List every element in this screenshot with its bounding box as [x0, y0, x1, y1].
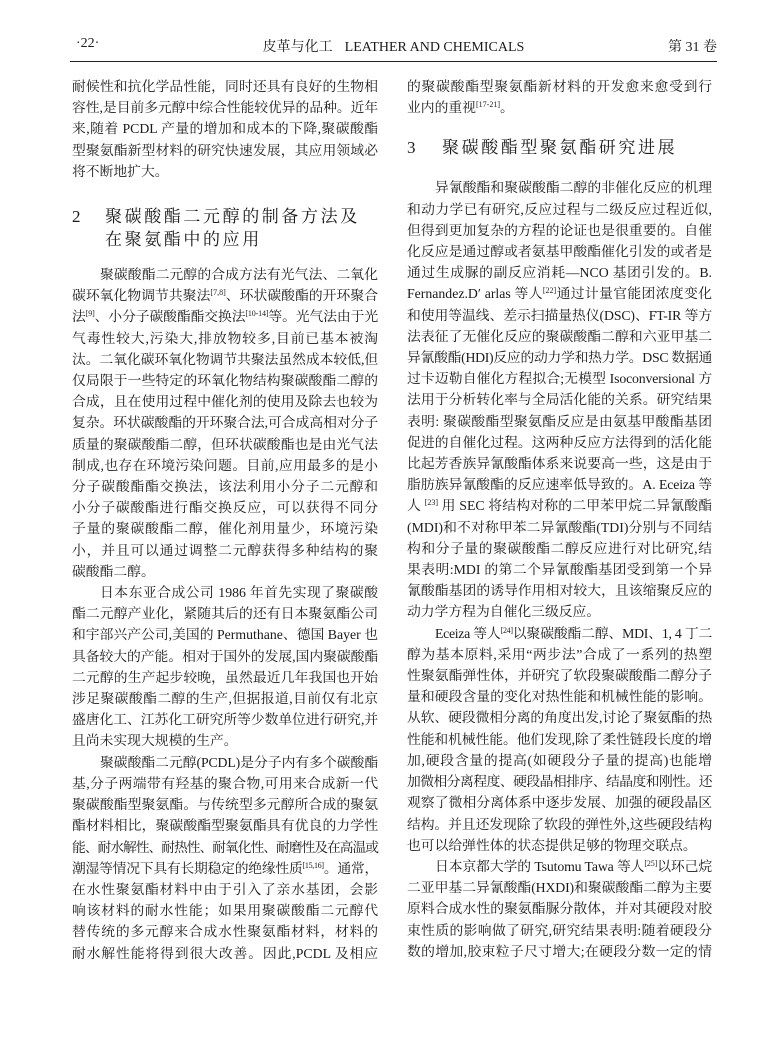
text-line: 比起芳香族异氰酸酯体系来说要高一些，这是由于: [407, 456, 712, 472]
text-line: 碳环氧化物调节共聚法[7,8]、环状碳酸酯的开环聚合: [72, 288, 379, 304]
right-column: [407, 76, 712, 962]
citation-ref: [25]: [644, 858, 658, 868]
text-line: 涉足聚碳酸酯二醇的生产,但据报道,目前仅有北京: [72, 691, 378, 707]
text-line: 数的增加,胶束粒子尺寸增大;在硬段分数一定的情: [407, 943, 712, 959]
paragraph: [407, 856, 712, 962]
text-line: 日本京都大学的 Tsutomu Tawa 等人[25]以环己烷: [435, 858, 712, 874]
text-line: 量和硬段含量的变化对热性能和机械性能的影响。: [407, 689, 712, 705]
text-line: 潮湿等情况下具有长期稳定的绝缘性质[15,16]。通常，: [72, 860, 378, 876]
text-line: 过卡迈勒自催化方程拟合;无模型 Isoconversional 方: [407, 371, 712, 387]
text-line: 异氰酸酯(HDI)反应的动力学和热力学。DSC 数据通: [407, 350, 712, 366]
text-line: 构和分子量的聚碳酸酯二醇反应进行对比研究,结: [407, 540, 712, 556]
text-line: 业内的重视[17-21]。: [407, 100, 514, 116]
text-line: 加微相分离程度、硬段晶相排序、结晶度和刚性。还: [407, 774, 712, 790]
text-line: 人 [23] 用 SEC 将结构对称的二甲苯甲烷二异氰酸酯: [407, 498, 712, 514]
paragraph: [407, 76, 712, 118]
text-line: Fernandez.D′ arlas 等人[22]通过计量官能团浓度变化: [407, 286, 712, 302]
text-line: 响该材料的耐水性能；如果用聚碳酸酯二元醇代: [72, 903, 378, 919]
text-line: 将不断地扩大。: [72, 163, 169, 179]
text-line: 能、耐水解性、耐热性、耐氧化性、耐磨性及在高温或: [72, 839, 378, 855]
citation-ref: [22]: [542, 286, 557, 296]
text-line: 果表明:MDI 的第二个异氰酸酯基团受到第一个异: [407, 562, 712, 578]
text-line: 分子碳酸酯酯交换法，该法利用小分子二元醇和: [72, 479, 378, 495]
text-line: 复杂。环状碳酸酯的开环聚合法,可合成高相对分子: [72, 415, 378, 431]
paragraph: [72, 76, 378, 182]
text-line: 且尚未实现大规模的生产。: [72, 733, 238, 749]
text-line: 耐水解性能将得到很大改善。因此,PCDL 及相应: [72, 945, 378, 961]
text-line: 也可以给弹性体的状态提供足够的物理交联点。: [407, 837, 697, 853]
text-line: 观察了微相分离体系中逐步发展、加强的硬段晶区: [407, 795, 712, 811]
text-line: 束性质的影响做了研究,研究结果表明:随着硬段分: [407, 922, 712, 938]
text-line: 小分子碳酸酯进行酯交换反应，可以获得不同分: [72, 500, 378, 516]
text-line: 加,硬段含量的提高(如硬段分子量的提高)也能增: [407, 752, 712, 768]
text-line: 促进的自催化过程。这两种反应方法得到的活化能: [407, 434, 712, 450]
paragraph: [72, 752, 378, 964]
text-line: 小，并且可以通过调整二元醇获得多种结构的聚: [72, 542, 378, 558]
text-line: 制成,也存在环境污染问题。目前,应用最多的是小: [72, 457, 378, 473]
text-line: 和使用等温线、差示扫描量热仪(DSC)、FT-IR 等方: [407, 307, 712, 323]
text-line: 二亚甲基二异氰酸酯(HXDI)和聚碳酸酯二醇为主要: [407, 880, 712, 896]
citation-ref: [7,8]: [210, 288, 226, 298]
text-line: 法表征了无催化反应的聚碳酸酯二醇和六亚甲基二: [407, 328, 712, 344]
text-line: 的聚碳酸酯型聚氨酯新材料的开发愈来愈受到行: [407, 79, 712, 94]
section-number: 2: [72, 207, 81, 227]
text-line: 汰。二氧化碳环氧化物调节共聚法虽然成本较低,但: [72, 351, 378, 367]
text-line: 容性,是目前多元醇中综合性能较优异的品种。近年: [72, 100, 378, 116]
text-line: 酯二元醇产业化，紧随其后的还有日本聚氨酯公司: [72, 606, 378, 622]
text-line: 合成，且在使用过程中催化剂的使用及除去也较为: [72, 394, 378, 410]
text-line: 动力学方程为自催化三级反应。: [407, 604, 601, 620]
paragraph: [72, 582, 378, 752]
text-line: 氰酸酯基团的诱导作用相对较大，且该缩聚反应的: [407, 583, 712, 599]
text-line: 聚碳酸酯二元醇(PCDL)是分子内有多个碳酸酯: [100, 754, 378, 770]
text-line: 性聚氨酯弹性体，并研究了软段聚碳酸酯二醇分子: [407, 668, 712, 684]
section-title-line: 在聚氨酯中的应用: [105, 230, 262, 250]
text-line: 基,分子两端带有羟基的聚合物,可用来合成新一代: [72, 775, 378, 791]
section-heading: [72, 205, 378, 251]
citation-ref: [10-14]: [245, 309, 269, 319]
volume-label: 第 31 卷: [668, 40, 717, 55]
text-line: 二元醇的生产起步较晚，虽然最近几年我国也开始: [72, 669, 378, 685]
text-line: 原料合成水性的聚氨酯脲分散体，并对其硬段对胶: [407, 901, 712, 917]
text-line: 盛唐化工、江苏化工研究所等少数单位进行研究,并: [72, 712, 378, 728]
section-heading: [407, 136, 712, 159]
text-line: 聚碳酸酯二元醇的合成方法有光气法、二氧化: [100, 267, 378, 283]
paragraph: [407, 623, 712, 856]
text-line: 聚碳酸酯型聚氨酯。与传统型多元醇所合成的聚氨: [72, 797, 378, 813]
text-line: 质量的聚碳酸酯二醇，但环状碳酸酯也是由光气法: [72, 436, 378, 452]
text-line: 和动力学已有研究,反应过程与二级反应过程近似,: [407, 201, 712, 217]
paragraph: [407, 177, 712, 622]
text-line: 在水性聚氨酯材料中由于引入了亲水基团，会影: [72, 881, 378, 897]
journal-title-en: LEATHER AND CHEMICALS: [344, 40, 525, 55]
text-line: 化反应是通过醇或者氨基甲酸酯催化引发的或者是: [407, 244, 712, 260]
text-line: 气毒性较大,污染大,排放物较多,目前已基本被淘: [72, 330, 378, 346]
citation-ref: [24]: [500, 625, 513, 635]
text-line: 耐候性和抗化学品性能，同时还具有良好的生物相: [72, 79, 378, 94]
text-line: 子量的聚碳酸酯二醇，催化剂用量少，环境污染: [72, 521, 378, 537]
text-line: Eceiza 等人[24]以聚碳酸酯二醇、MDI、1, 4 丁二: [435, 625, 712, 641]
text-line: 结构。并且还发现除了软段的弹性外,这些硬段结构: [407, 816, 712, 832]
text-line: 仅局限于一些特定的环氧化物结构聚碳酸酯二醇的: [72, 373, 378, 389]
journal-title-cn: 皮革与化工: [262, 40, 333, 55]
text-line: 性能和机械性能。他们发现,除了柔性链段长度的增: [407, 731, 712, 747]
text-line: (MDI)和不对称甲苯二异氰酸酯(TDI)分别与不同结: [407, 519, 712, 535]
text-line: 醇为基本原料,采用“两步法”合成了一系列的热塑: [407, 646, 712, 662]
text-line: 型聚氨酯新型材料的研究快速发展，其应用领域必: [72, 142, 378, 158]
text-line: 法[9]、小分子碳酸酯酯交换法[10-14]等。光气法由于光: [72, 309, 378, 325]
journal-title: [70, 36, 717, 56]
header-rule: [70, 61, 717, 62]
left-column: [72, 76, 378, 964]
text-line: 异氰酸酯和聚碳酸酯二醇的非催化反应的机理: [435, 180, 712, 196]
citation-ref: [23]: [424, 498, 438, 508]
text-line: 替传统的多元醇来合成水性聚氨酯材料，材料的: [72, 924, 378, 940]
citation-ref: [15,16]: [302, 860, 324, 870]
text-line: 从软、硬段微相分离的角度出发,讨论了聚氨酯的热: [407, 710, 712, 726]
text-line: 碳酸酯二醇。: [72, 563, 155, 579]
text-line: 表明: 聚碳酸酯型聚氨酯反应是由氨基甲酸酯基团: [407, 413, 712, 429]
citation-ref: [9]: [85, 309, 95, 319]
text-line: 但得到更加复杂的方程的论证也是很重要的。自催: [407, 222, 712, 238]
section-title-line: 聚碳酸酯二元醇的制备方法及: [105, 207, 360, 227]
text-line: 法用于分析转化率与全局活化能的关系。研究结果: [407, 392, 712, 408]
text-line: 酯材料相比，聚碳酸酯型聚氨酯具有优良的力学性: [72, 818, 378, 834]
running-header: [70, 34, 717, 56]
paragraph: [72, 264, 378, 582]
text-line: 脂肪族异氰酸酯的反应速率低导致的。A. Eceiza 等: [407, 477, 712, 493]
text-line: 来,随着 PCDL 产量的增加和成本的下降,聚碳酸酯: [72, 121, 378, 137]
text-line: 通过生成脲的副反应消耗—NCO 基团引发的。B.: [407, 265, 712, 281]
section-title-line: 聚碳酸酯型聚氨酯研究进展: [442, 138, 678, 158]
page-number: ·22·: [76, 36, 100, 51]
text-line: 和宇部兴产公司,美国的 Permuthane、德国 Bayer 也: [72, 627, 378, 643]
text-line: 具备较大的产能。相对于国外的发展,国内聚碳酸酯: [72, 648, 378, 664]
section-number: 3: [407, 138, 416, 158]
citation-ref: [17-21]: [475, 100, 500, 110]
text-line: 日本东亚合成公司 1986 年首先实现了聚碳酸: [100, 585, 378, 601]
